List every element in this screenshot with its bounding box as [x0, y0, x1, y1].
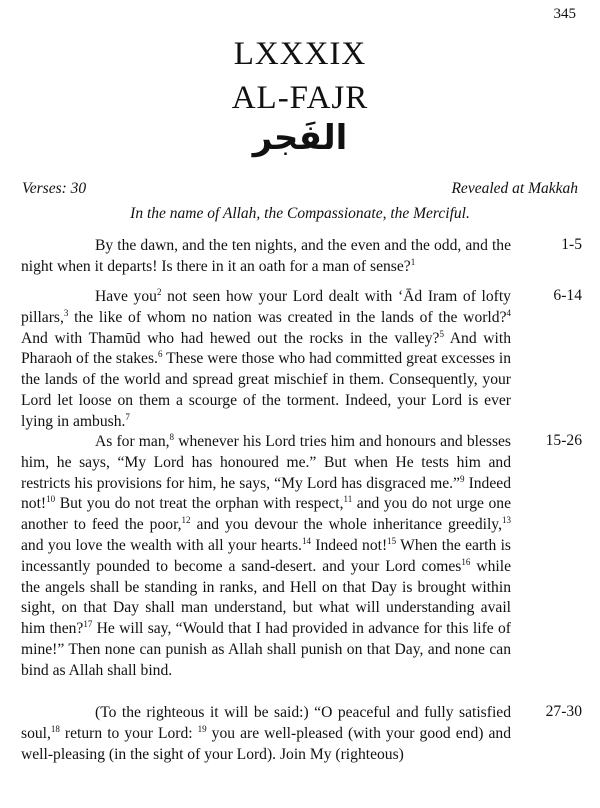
paragraph-3: As for man,$^8$ whenever his Lord tries him and honours and blesses him, he says, “My Lord has honoured me.” But when He tests him and restricts his provisions for him, he says, “My Lord has disgraced me.”$^9$ Indeed not!$^{10}$ But you do not treat the orphan with respect,$^{11}$ and you do not urge one another to feed the poor,$^{12}$ and you devour the whole inheritance greedily,$^{13}$ and you love the wealth with all your hearts.$^{14}$ Indeed not!$^{15}$ When the earth is incessantly pounded to become a sand-desert. and your Lord comes$^{16}$ while the angels shall be standing in ranks, and Hell on that Day is brought within sight, on that Day shall man understand, but what will understanding avail him then?$^{17}$ He will say, “Would that I had provided in advance for this life of mine!” Then none can punish as Allah shall punish on that Day, and none can bind as Allah shall bind. — [21, 431, 512, 679]
paragraph-1: By the dawn, and the ten nights, and the even and the odd, and the night when it departs! Is there in it an oath for a man of sense?$^1$ — [21, 237, 511, 275]
footnote-marker: 2 — [156, 286, 162, 297]
paragraph-4: (To the righteous it will be said:) “O peaceful and fully satisfied soul,$^{18}$ return to your Lord: $^{19}$ you are well-pleased (with your good end) and well-pleasing (in the sight of your Lord). Join My (righteous) — [21, 704, 511, 763]
invocation: In the name of Allah, the Compassionate, the Merciful. — [130, 205, 470, 222]
verse-ref-1: 1-5 — [561, 236, 582, 253]
page-number: 345 — [553, 6, 576, 22]
surah-meta-row — [22, 180, 578, 198]
footnote-marker: 12 — [181, 515, 191, 525]
footnote-marker: 18 — [50, 723, 60, 734]
footnote-marker: 10 — [46, 494, 56, 505]
footnote-marker: 15 — [387, 535, 397, 546]
paragraph-2: Have you$^2$ not seen how your Lord dealt with ‘Ād Iram of lofty pillars,$^3$ the like of whom no nation was created in the lands of the world?$^4$ And with Thamūd who had hewed out the rocks in the valley?$^5$ And with Pharaoh of the stakes.$^6$ These were those who had committed great excesses in the lands of the world and spread great mischief in them. Consequently, your Lord let loose on them a scourge of the torment. Indeed, your Lord is ever lying in ambush.$^7$ — [21, 286, 512, 430]
footnote-marker: 11 — [343, 494, 353, 505]
footnote-marker: 19 — [197, 723, 207, 734]
footnote-marker: 1 — [410, 256, 416, 267]
verse-ref-4: 27-30 — [545, 703, 582, 720]
footnote-marker: 8 — [169, 431, 175, 442]
footnote-marker: 3 — [63, 307, 69, 318]
surah-name-heading: AL-FAJR — [231, 80, 369, 116]
footnote-marker: 17 — [83, 618, 93, 629]
footnote-marker: 6 — [157, 349, 163, 360]
footnote-marker: 4 — [506, 307, 511, 318]
footnote-marker: 14 — [301, 535, 311, 546]
footnote-marker: 9 — [459, 473, 465, 484]
footnote-marker: 7 — [125, 411, 130, 422]
surah-number-heading: LXXXIX — [233, 36, 367, 72]
verse-ref-3: 15-26 — [545, 432, 582, 449]
revelation-place: Revealed at Makkah — [451, 180, 578, 197]
footnote-marker: 5 — [439, 328, 444, 339]
arabic-title: الفَجر — [252, 118, 348, 158]
footnote-marker: 13 — [502, 515, 511, 525]
verses-count: Verses: 30 — [22, 180, 87, 197]
footnote-marker: 16 — [461, 556, 471, 567]
verse-ref-2: 6-14 — [553, 287, 582, 304]
